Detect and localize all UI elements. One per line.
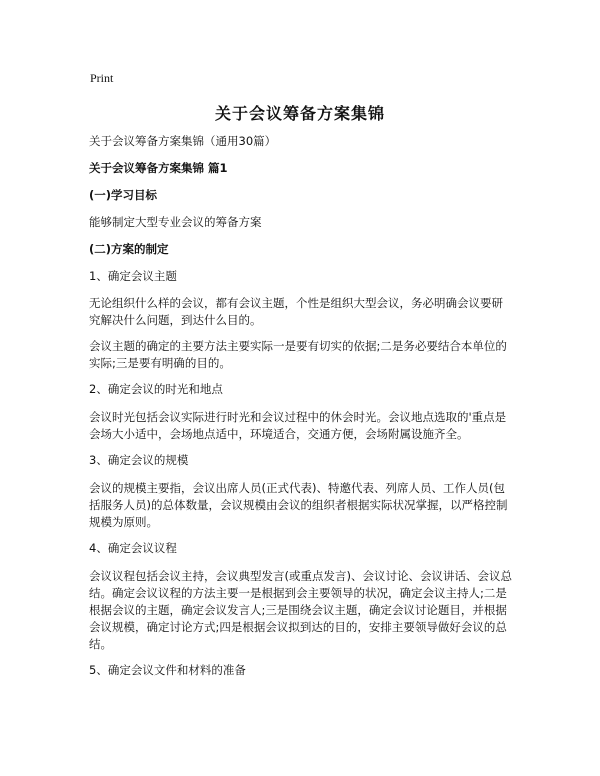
paragraph: 会议的规模主要指，会议出席人员(正式代表)、特邀代表、列席人员、工作人员(包括服务人员)的总体数量，会议规模由会议的组织者根据实际状况掌握，以严格控制规模为原则。 <box>89 481 508 529</box>
paragraph: 会议议程包括会议主持，会议典型发言(或重点发言)、会议讨论、会议讲话、会议总结。确定会议议程的方法主要一是根据到会主要领导的状况，确定会议主持人;二是根据会议的主题，确定会议发言人;三是围绕会议主题，确定会议讨论题目，并根据会议规模，确定讨论方式;四是根据会议拟到达的目的，安排主要领导做好会议的总结。 <box>89 569 512 651</box>
subheading-scale: 3、确定会议的规模 <box>89 453 189 467</box>
section-heading-learning-goals: (一)学习目标 <box>89 188 158 202</box>
subheading-time-place: 2、确定会议的时光和地点 <box>89 382 223 396</box>
subtitle-paragraph: 关于会议筹备方案集锦（通用30篇） <box>89 134 277 148</box>
section-heading-article-1: 关于会议筹备方案集锦 篇1 <box>89 161 228 175</box>
paragraph: 无论组织什么样的会议，都有会议主题，个性是组织大型会议，务必明确会议要研究解决什么问题，到达什么目的。 <box>89 296 503 327</box>
subheading-agenda: 4、确定会议议程 <box>89 541 177 555</box>
paragraph: 会议时光包括会议实际进行时光和会议过程中的休会时光。会议地点选取的'重点是会场大小适中，会场地点适中，环境适合，交通方便，会场附属设施齐全。 <box>89 410 507 441</box>
document-body <box>89 133 514 679</box>
subheading-documents: 5、确定会议文件和材料的准备 <box>89 663 246 677</box>
print-link[interactable]: Print <box>90 71 114 85</box>
section-heading-plan: (二)方案的制定 <box>89 242 169 256</box>
paragraph: 能够制定大型专业会议的筹备方案 <box>89 215 262 229</box>
subheading-theme: 1、确定会议主题 <box>89 269 177 283</box>
document-title: 关于会议筹备方案集锦 <box>214 104 385 123</box>
paragraph: 会议主题的确定的主要方法主要实际一是要有切实的依据;二是务必要结合本单位的实际;三是要有明确的目的。 <box>89 339 507 370</box>
